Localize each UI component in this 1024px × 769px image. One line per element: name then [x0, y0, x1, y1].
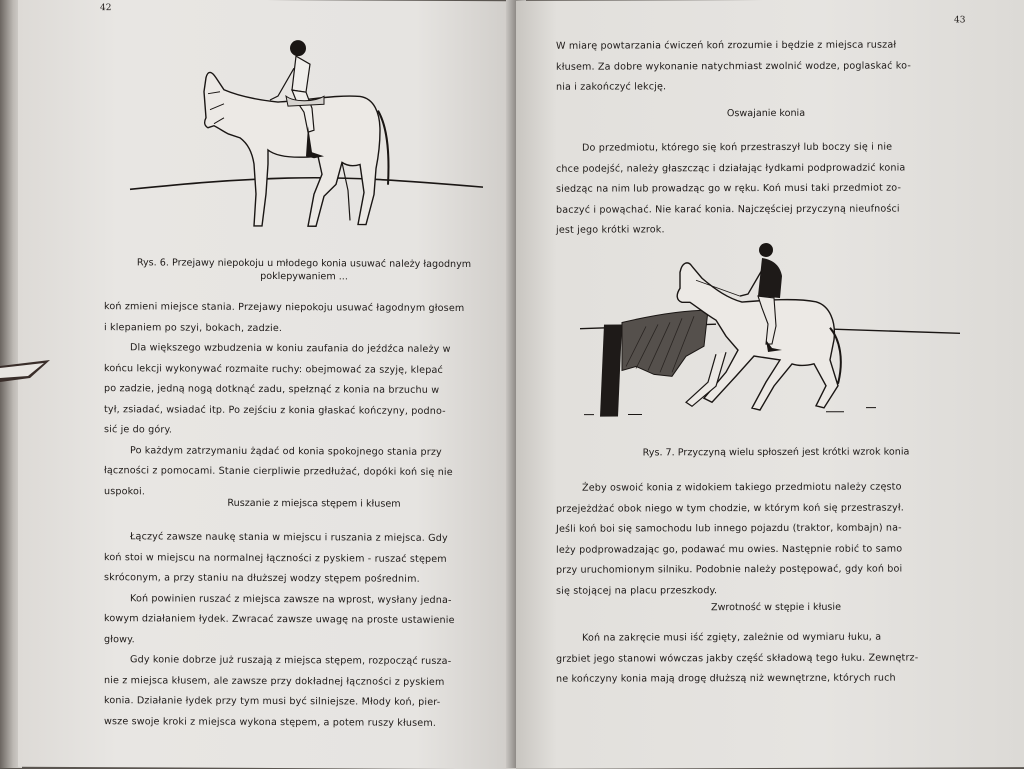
text-line: Koń na zakręcie musi iść zgięty, zależnie od wymiaru łuku, a	[582, 631, 882, 644]
pen-tip	[0, 356, 52, 386]
text-line: uspokoi.	[104, 485, 146, 497]
text-line: tył, zsiadać, wsiadać itp. Po zejściu z konia głaskać kończyny, podno-	[104, 403, 446, 417]
text-line: głowy.	[104, 633, 135, 645]
text-line: konia. Działanie łydek przy tym musi być silniejsze. Młody koń, pier-	[104, 695, 441, 708]
text-line: Gdy konie dobrze już ruszają z miejsca stępem, rozpocząć rusza-	[130, 654, 452, 667]
text-line: chce podejść, należy głaszcząc i działając łydkami podprowadzić konia	[556, 162, 906, 175]
text-line: się stojącej na placu przeszkody.	[556, 584, 718, 597]
text-line: kowym działaniem łydek. Zwracać zawsze uwagę na proste ustawienie	[104, 613, 455, 626]
text-line: kłusem. Za dobre wykonanie natychmiast zwolnić wodze, poglaskać ko-	[556, 60, 911, 73]
text-line: wsze swoje kroki z miejsca wykona stępem, a potem ruszy kłusem.	[104, 715, 437, 729]
text-line: Do przedmiotu, którego się koń przestraszył lub boczy się i nie	[582, 141, 893, 154]
section-heading: Ruszanie z miejsca stępem i kłusem	[227, 497, 401, 510]
text-line: W miarę powtarzania ćwiczeń koń zrozumie i będzie z miejsca ruszał	[556, 39, 897, 52]
page-number-left: 42	[100, 3, 112, 14]
figure-7-illustration	[576, 235, 966, 426]
text-line: przejeżdżać obok niego w tym chodzie, w którym koń się przestraszył.	[556, 502, 904, 515]
heading-zwrotnosc: Zwrotność w stępie i kłusie	[711, 601, 841, 614]
text-line: leży podprowadzając go, podawać mu owies. Następnie robić to samo	[556, 543, 903, 556]
right-text-after-figure	[556, 478, 904, 602]
figure-7-caption: Rys. 7. Przyczyną wielu spłoszeń jest krótki wzrok konia	[642, 446, 910, 459]
left-text-bottom	[104, 527, 455, 734]
text-line: Łączyć zawsze naukę stania w miejscu i ruszania z miejsca. Gdy	[130, 531, 448, 544]
text-line: koń stoi w miejscu na normalnej łączności z pyskiem - ruszać stępem	[104, 551, 447, 565]
text-line: i klepaniem po szyi, bokach, zadzie.	[104, 321, 283, 334]
text-line: grzbiet jego stanowi wówczas jakby część składową tego łuku. Zewnętrz-	[556, 651, 919, 665]
figure-6-illustration	[128, 33, 488, 235]
text-line: po zadzie, jedną nogą dotknąć zadu, spełznąć z konia na brzuchu w	[104, 383, 440, 396]
text-line: Żeby oswoić konia z widokiem takiego przedmiotu należy często	[582, 481, 902, 494]
text-line: Dla większego wzbudzenia w koniu zaufania do jeźdźca należy w	[130, 342, 451, 355]
text-line: Po każdym zatrzymaniu żądać od konia spokojnego stania przy	[130, 444, 442, 458]
text-line: baczyć i powąchać. Nie karać konia. Najczęściej przyczyną nieufności	[556, 203, 900, 216]
right-page	[516, 0, 1024, 769]
text-line: skróconym, a przy staniu na dłuższej wodzy stępem pośrednim.	[104, 572, 420, 585]
text-line: jest jego krótki wzrok.	[556, 224, 665, 236]
left-text-top	[104, 297, 464, 504]
text-line: siedząc na nim lub prowadząc go w ręku. Koń musi taki przedmiot zo-	[556, 182, 902, 195]
left-page	[18, 0, 516, 769]
right-text-mid	[556, 138, 905, 242]
text-line: Jeśli koń boi się samochodu lub innego pojazdu (traktor, kombajn) na-	[556, 522, 902, 535]
text-line: nia i zakończyć lekcję.	[556, 81, 667, 93]
right-text-top	[556, 36, 911, 99]
text-line: koń zmieni miejsce stania. Przejawy niepokoju usuwać łagodnym głosem	[104, 301, 465, 315]
heading-oswajanie: Oswajanie konia	[726, 107, 806, 120]
text-line: przy uruchomionym silniku. Podobnie należy postępować, gdy koń boi	[556, 563, 903, 576]
caption-line: poklepywaniem ...	[260, 270, 348, 283]
figure-6-caption	[104, 256, 504, 284]
caption-line: Rys. 6. Przejawy niepokoju u młodego konia usuwać należy łagodnym	[136, 257, 472, 271]
page-number-right: 43	[954, 15, 966, 26]
text-line: sić je do góry.	[104, 424, 173, 436]
text-line: łączności z pomocami. Stanie cierpliwie przedłużać, dopóki koń się nie	[104, 465, 453, 478]
text-line: Koń powinien ruszać z miejsca zawsze na wprost, wysłany jedna-	[130, 592, 452, 606]
text-line: ne kończyny konia mają drogę dłuższą niż wewnętrzne, których ruch	[556, 672, 896, 685]
right-text-bottom	[556, 627, 918, 690]
text-line: nie z miejsca kłusem, ale zawsze przy dokładnej łączności z pyskiem	[104, 674, 445, 688]
text-line: końcu lekcji wykonywać rozmaite ruchy: obejmować za szyję, klepać	[104, 362, 443, 376]
